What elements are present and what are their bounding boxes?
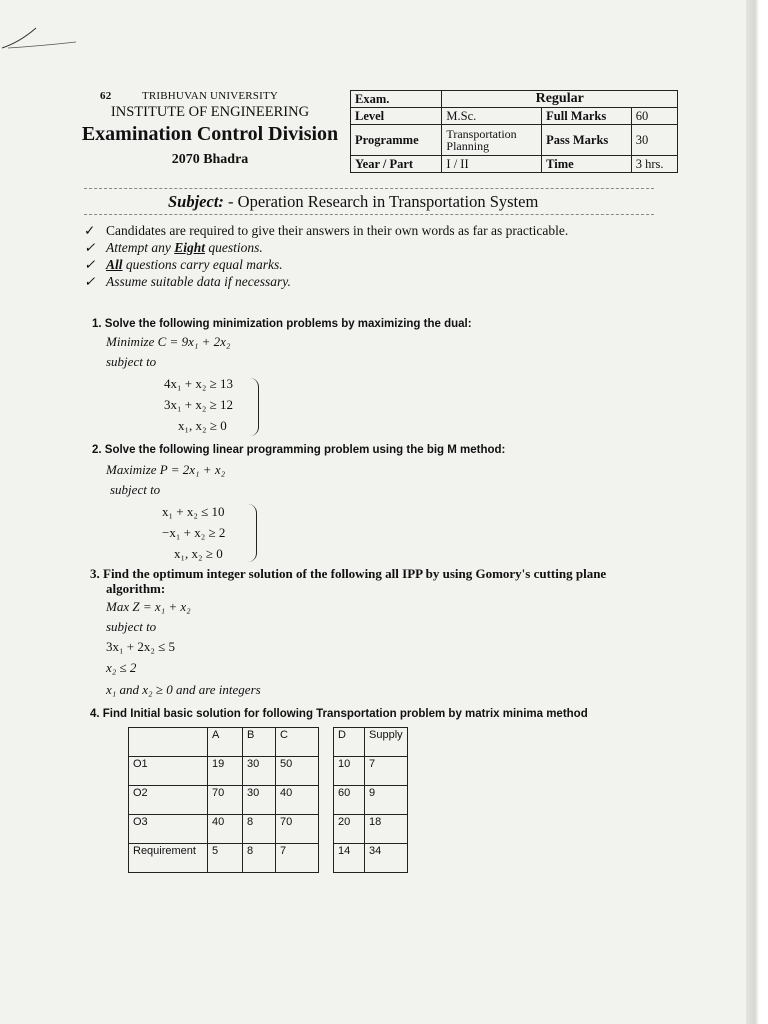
q1-objective: Minimize C = 9x₁ + 2x₂ (106, 334, 231, 349)
q1-subject-to: subject to (106, 354, 157, 369)
time-label: Time (542, 156, 632, 173)
q1-constraint-1: 4x₁ + x₂ ≥ 13 (164, 376, 234, 391)
q3-objective: Max Z = x₁ + x₂ (106, 599, 191, 614)
q2-constraint-2: −x₁ + x₂ ≥ 2 (162, 525, 226, 540)
instruction-item: ✓ Attempt any Eight questions. (84, 240, 263, 255)
instruction-item: ✓ Candidates are required to give their answers in their own words as far as practicable. (84, 223, 569, 238)
transportation-table (128, 727, 408, 873)
check-icon: ✓ (84, 274, 96, 289)
pen-mark (0, 18, 80, 58)
q3-constraint-2: x₂ ≤ 2 (106, 660, 137, 675)
instruction-item: ✓ Assume suitable data if necessary. (84, 274, 291, 289)
q1-brace (250, 378, 259, 436)
paper-code: 62 (100, 90, 112, 102)
pass-marks-value: 30 (631, 125, 677, 156)
divider-top (84, 188, 654, 189)
q2-brace (248, 504, 257, 562)
table-row: O2 70 30 40 60 9 (129, 786, 408, 815)
table-row: O1 19 30 50 10 7 (129, 757, 408, 786)
table-header-row: A B C D Supply (129, 728, 408, 757)
q3-title-line-1: 3. Find the optimum integer solution of the following all IPP by using Gomory's cutting plane (90, 566, 607, 581)
level-label: Level (351, 108, 442, 125)
exam-header (80, 90, 340, 168)
check-icon: ✓ (84, 223, 96, 238)
divider-bottom (84, 214, 654, 215)
exam-meta-table (350, 90, 678, 173)
university-name: TRIBHUVAN UNIVERSITY (141, 90, 279, 102)
q3-subject-to: subject to (106, 619, 157, 634)
q1-title: 1. Solve the following minimization problems by maximizing the dual: (92, 318, 472, 330)
table-row: O3 40 8 70 20 18 (129, 815, 408, 844)
instructions-list (84, 222, 568, 290)
q2-constraint-3: x₁, x₂ ≥ 0 (174, 546, 223, 561)
q2-subject-to: subject to (110, 482, 161, 497)
subject-line (168, 192, 538, 212)
q4-title: 4. Find Initial basic solution for following Transportation problem by matrix minima method (90, 708, 588, 720)
q2-constraint-1: x₁ + x₂ ≤ 10 (162, 504, 225, 519)
full-marks-label: Full Marks (542, 108, 632, 125)
q2-objective: Maximize P = 2x₁ + x₂ (106, 462, 226, 477)
check-icon: ✓ (84, 240, 96, 255)
exam-session: 2070 Bhadra (171, 152, 249, 167)
page-edge (746, 0, 768, 1024)
q3-constraint-3: x₁ and x₂ ≥ 0 and are integers (106, 682, 261, 697)
exam-value: Regular (442, 91, 678, 108)
q1-constraint-2: 3x₁ + x₂ ≥ 12 (164, 397, 234, 412)
q1-constraint-3: x₁, x₂ ≥ 0 (178, 418, 227, 433)
pass-marks-label: Pass Marks (542, 125, 632, 156)
q3-title-line-2: algorithm: (106, 581, 166, 596)
year-part-label: Year / Part (351, 156, 442, 173)
q2-title: 2. Solve the following linear programming problem using the big M method: (92, 444, 506, 456)
instruction-item: ✓ All questions carry equal marks. (84, 257, 283, 272)
programme-label: Programme (351, 125, 442, 156)
full-marks-value: 60 (631, 108, 677, 125)
q3-constraint-1: 3x₁ + 2x₂ ≤ 5 (106, 639, 176, 654)
year-part-value: I / II (442, 156, 542, 173)
table-row: Requirement 5 8 7 14 34 (129, 844, 408, 873)
time-value: 3 hrs. (631, 156, 677, 173)
check-icon: ✓ (84, 257, 96, 272)
division-name: Examination Control Division (81, 123, 339, 145)
programme-value: Transportation Planning (442, 125, 542, 156)
level-value: M.Sc. (442, 108, 542, 125)
subject-title: - Operation Research in Transportation System (228, 192, 539, 211)
exam-label: Exam. (351, 91, 442, 108)
subject-label: Subject: (168, 192, 224, 211)
institute-name: INSTITUTE OF ENGINEERING (110, 104, 310, 120)
